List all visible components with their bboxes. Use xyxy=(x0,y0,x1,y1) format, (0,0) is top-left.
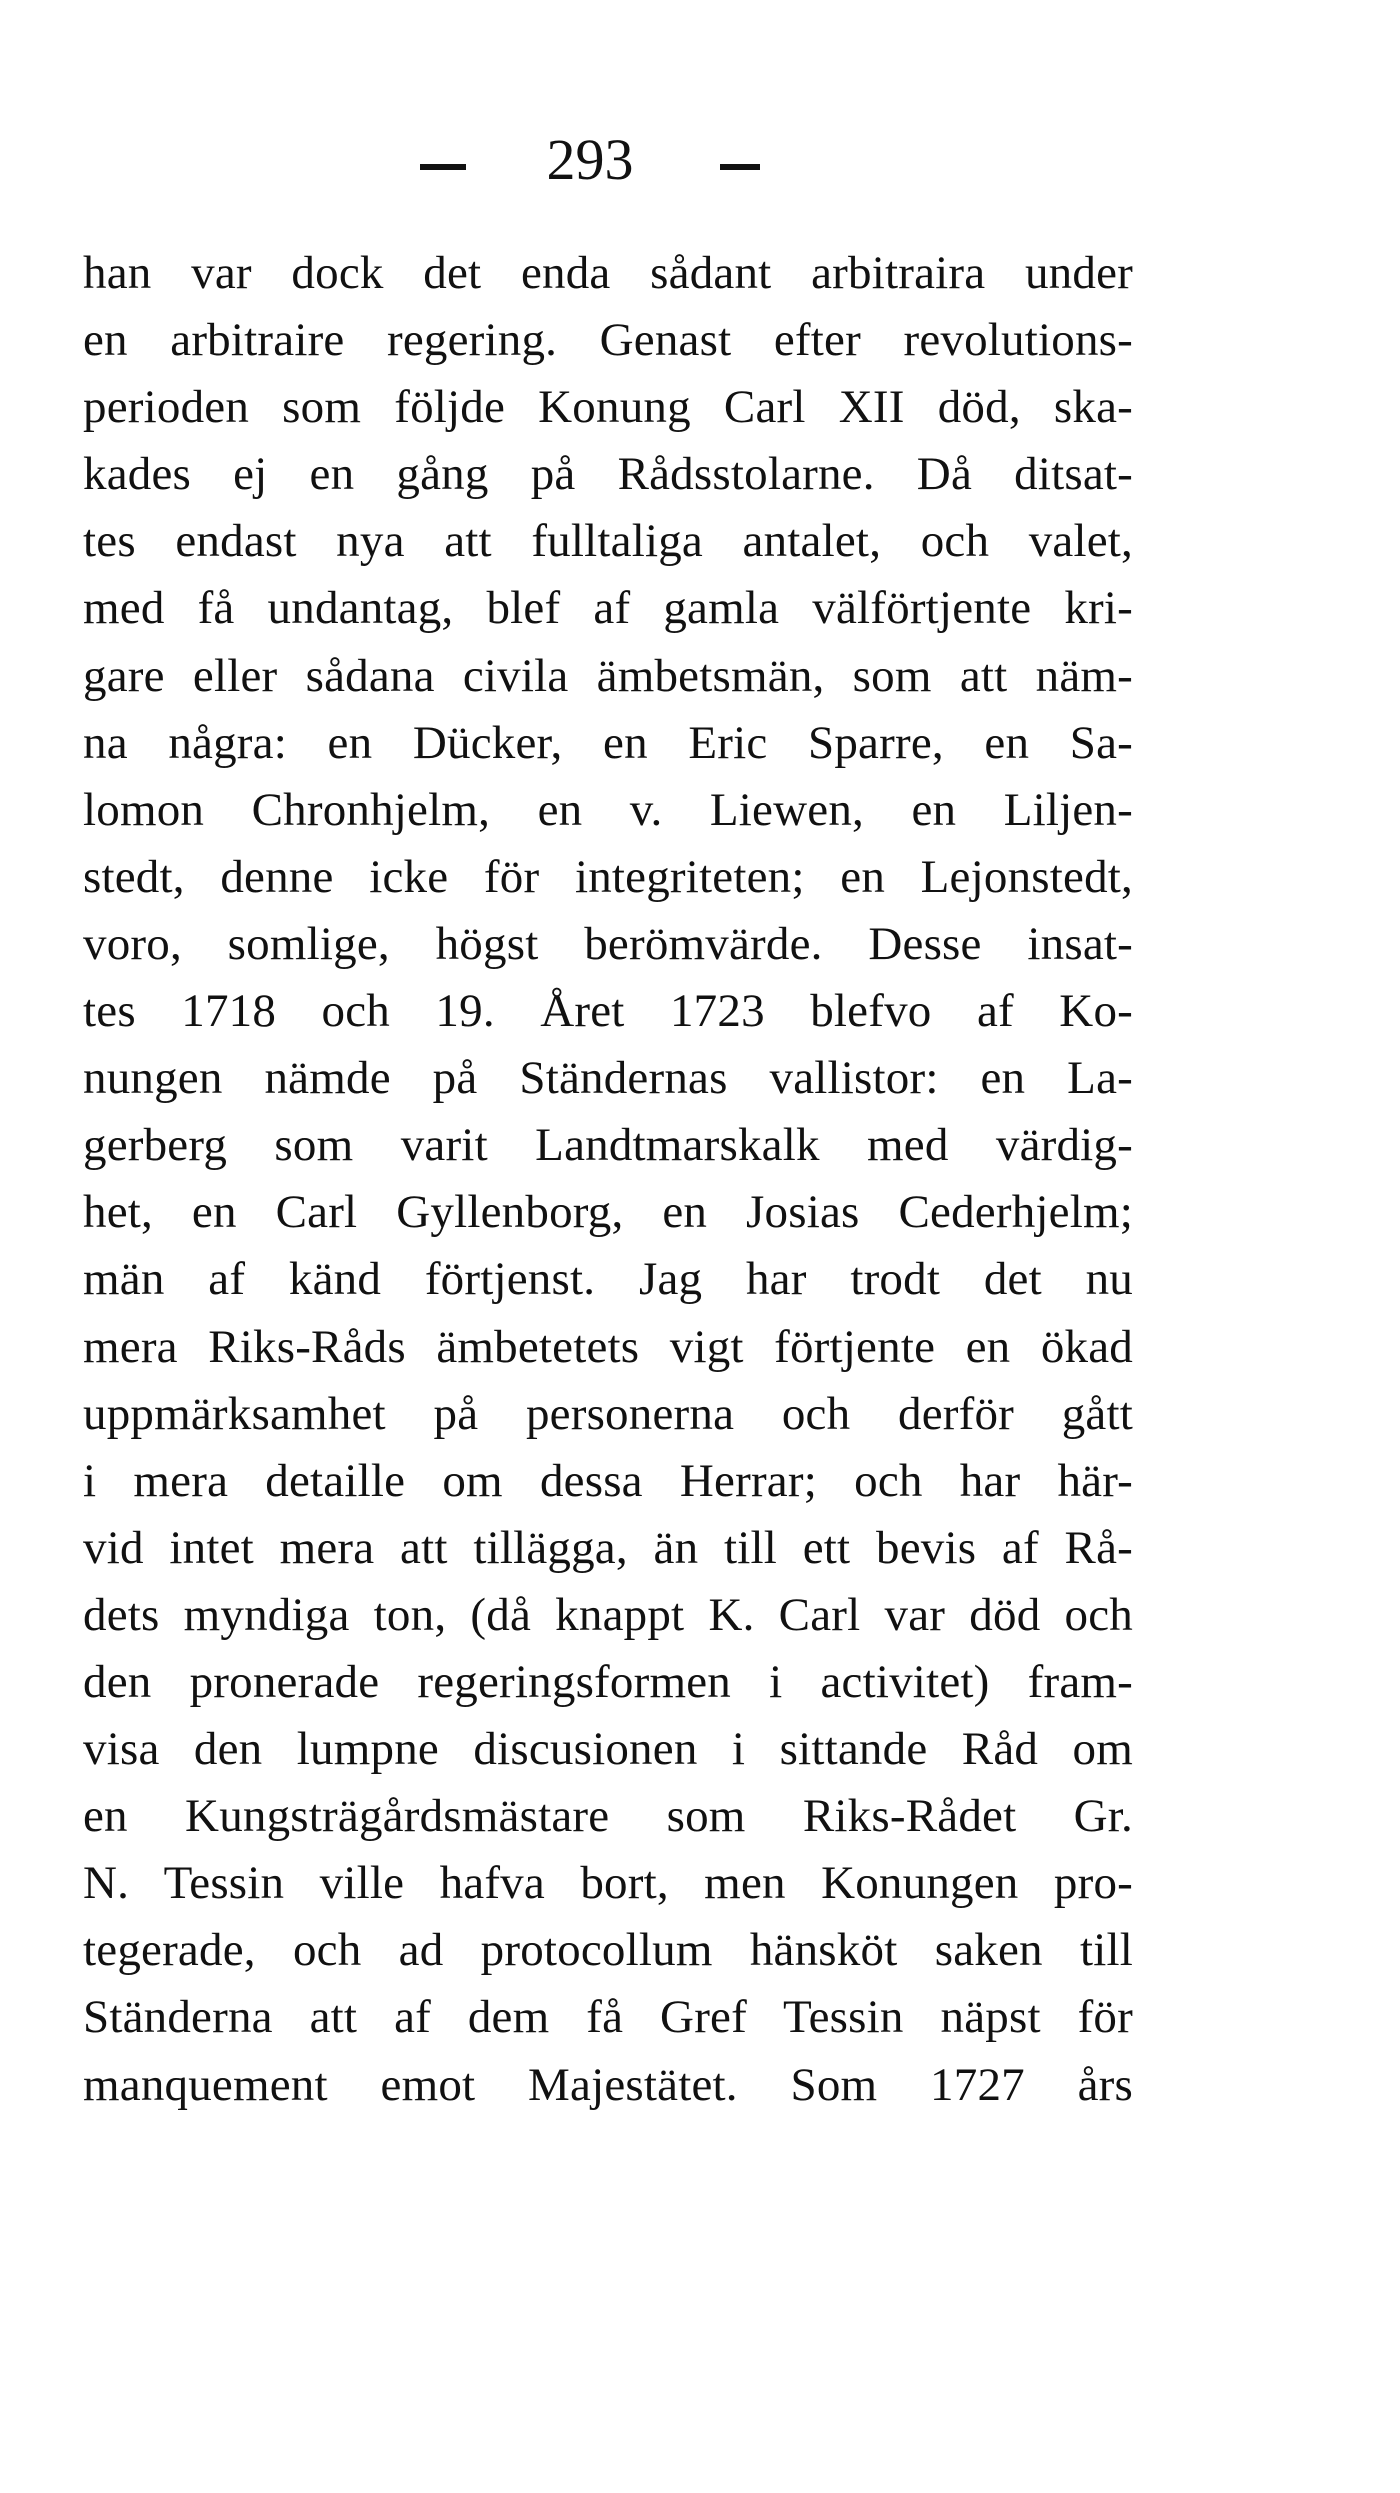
text-line: perioden som följde Konung Carl XII död, ska- xyxy=(83,381,1133,434)
text-line: män af känd förtjenst. Jag har trodt det nu xyxy=(83,1253,1133,1306)
header-dash-left xyxy=(420,164,466,170)
text-line: Ständerna att af dem få Gref Tessin näpst för xyxy=(83,1991,1133,2044)
text-line: het, en Carl Gyllenborg, en Josias Cederhjelm; xyxy=(83,1186,1133,1239)
text-line: den pronerade regeringsformen i activitet) fram- xyxy=(83,1655,1133,1708)
text-line: vid intet mera att tillägga, än till ett bevis af Rå- xyxy=(83,1521,1133,1574)
text-line: tes endast nya att fulltaliga antalet, och valet, xyxy=(83,515,1133,568)
text-line: i mera detaille om dessa Herrar; och har här- xyxy=(83,1454,1133,1507)
header-dash-right xyxy=(720,164,760,170)
text-line: nungen nämde på Ständernas vallistor: en La- xyxy=(83,1052,1133,1105)
text-line: N. Tessin ville hafva bort, men Konungen pro- xyxy=(83,1857,1133,1910)
text-line: tegerade, och ad protocollum hänsköt saken till xyxy=(83,1924,1133,1977)
text-line: manquement emot Majestätet. Som 1727 års xyxy=(83,2058,1133,2111)
text-line: en Kungsträgårdsmästare som Riks-Rådet Gr. xyxy=(83,1790,1133,1843)
text-line: han var dock det enda sådant arbitraira under xyxy=(83,247,1133,299)
text-line: lomon Chronhjelm, en v. Liewen, en Liljen- xyxy=(83,783,1133,836)
text-line: voro, somlige, högst berömvärde. Desse insat- xyxy=(83,917,1133,970)
page-header xyxy=(0,120,1400,200)
text-line: gerberg som varit Landtmarskalk med värdig- xyxy=(83,1119,1133,1172)
text-line: visa den lumpne discusionen i sittande Råd om xyxy=(83,1723,1133,1776)
body-text xyxy=(83,240,1133,2119)
text-line: dets myndiga ton, (då knappt K. Carl var död och xyxy=(83,1588,1133,1641)
text-line: na några: en Dücker, en Eric Sparre, en Sa- xyxy=(83,716,1133,769)
text-line: gare eller sådana civila ämbetsmän, som att näm- xyxy=(83,649,1133,702)
page-number: 293 xyxy=(546,127,634,192)
text-line: uppmärksamhet på personerna och derför gått xyxy=(83,1387,1133,1440)
text-line: stedt, denne icke för integriteten; en Lejonstedt, xyxy=(83,850,1133,903)
text-line: tes 1718 och 19. Året 1723 blefvo af Ko- xyxy=(83,985,1133,1038)
text-line: en arbitraire regering. Genast efter revolutions- xyxy=(83,314,1133,367)
text-line: mera Riks-Råds ämbetetets vigt förtjente en ökad xyxy=(83,1320,1133,1373)
text-line: kades ej en gång på Rådsstolarne. Då ditsat- xyxy=(83,448,1133,501)
text-line: med få undantag, blef af gamla välförtjente kri- xyxy=(83,582,1133,635)
